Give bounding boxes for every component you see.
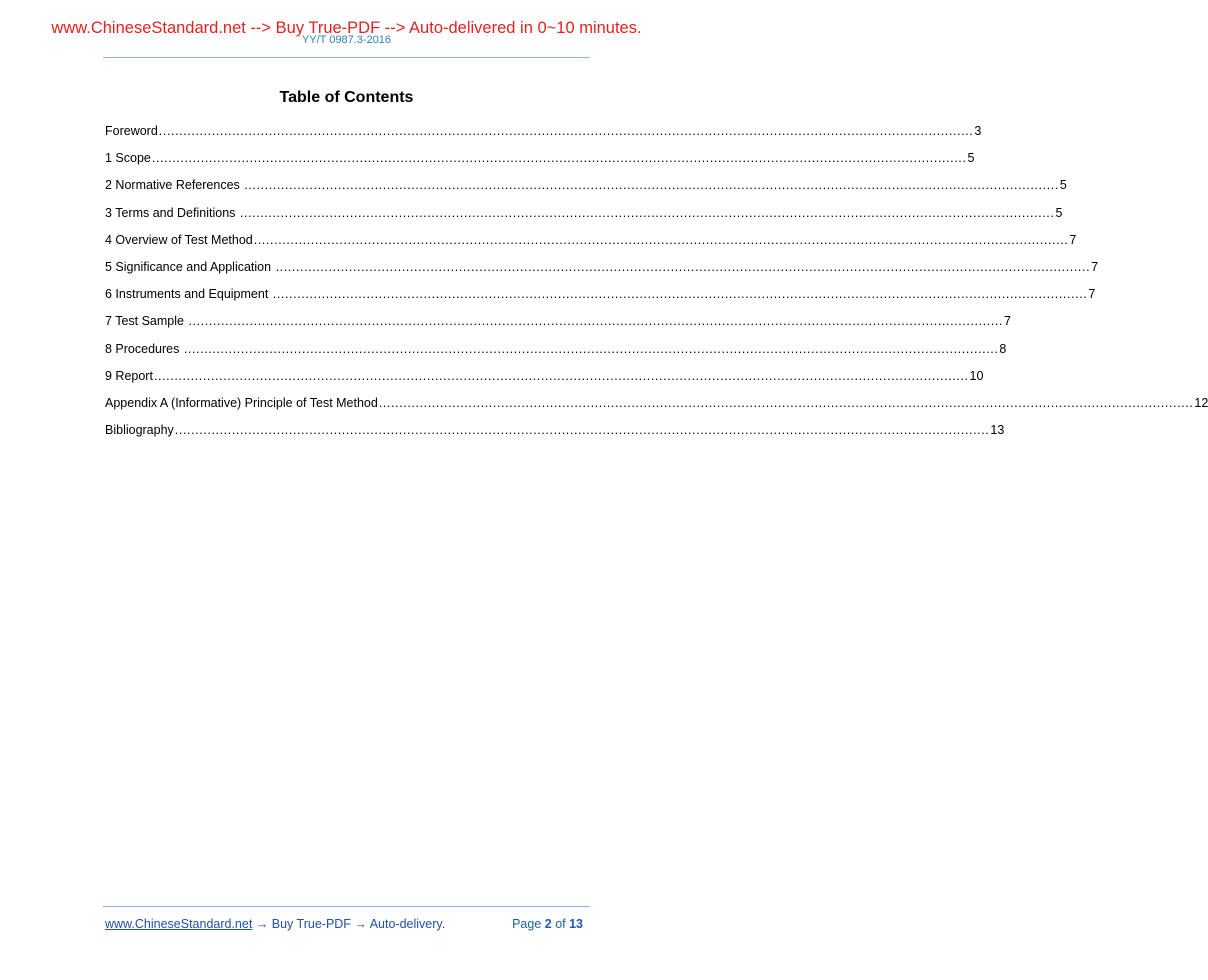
toc-dot-leader: ........................................................................................................................................................................................................ [151, 151, 967, 166]
toc-entry-page: 7 [1088, 287, 1096, 302]
toc-entry-title: Bibliography [105, 423, 174, 438]
toc-entry[interactable] [105, 119, 982, 146]
toc-dot-leader: ........................................................................................................................................................................................................ [153, 368, 969, 383]
page-number [512, 916, 583, 932]
toc-entry-title: 3 Terms and Definitions [105, 205, 239, 220]
toc-entry-title: 7 Test Sample [105, 314, 188, 329]
toc-entry-page: 8 [999, 341, 1007, 356]
toc-entry-title: 5 Significance and Application [105, 259, 275, 274]
watermark-banner: www.ChineseStandard.net --> Buy True-PDF --> Auto-delivered in 0~10 minutes. [51, 19, 642, 37]
toc-entry-title: 6 Instruments and Equipment [105, 287, 272, 302]
page-of-label: of [551, 917, 570, 931]
footer-promo [105, 916, 445, 932]
toc-entry-page: 3 [974, 124, 982, 138]
toc-entry-page: 7 [1069, 232, 1077, 247]
toc-dot-leader: ........................................................................................................................................................................................................ [188, 314, 1004, 329]
footer-tagline: → Buy True-PDF → Auto-delivery. [252, 917, 446, 931]
toc-entry-page: 5 [1059, 178, 1067, 193]
toc-entry-title: 9 Report [105, 368, 153, 383]
toc-entry-page: 5 [1055, 205, 1063, 220]
toc-dot-leader: ........................................................................................................................................................................................................ [158, 124, 974, 138]
toc-entry-page: 13 [990, 423, 1005, 438]
toc-entry[interactable] [105, 228, 1077, 255]
header-divider [103, 57, 590, 58]
toc-entry[interactable] [105, 255, 1099, 282]
toc-entry-title: 8 Procedures [105, 341, 183, 356]
toc-dot-leader: ........................................................................................................................................................................................................ [244, 178, 1059, 193]
toc-dot-leader: ........................................................................................................................................................................................................ [239, 205, 1055, 220]
toc-entry[interactable] [105, 173, 1067, 200]
toc-entry-title: 2 Normative References [105, 178, 244, 193]
page-total: 13 [569, 917, 583, 931]
toc-entry-title: 1 Scope [105, 151, 151, 166]
toc-dot-leader: ........................................................................................................................................................................................................ [378, 395, 1194, 410]
toc-title: Table of Contents [279, 89, 414, 106]
toc-entry[interactable] [105, 201, 1063, 228]
toc-entry[interactable] [105, 391, 1208, 418]
toc-entry-title: 4 Overview of Test Method [105, 232, 253, 247]
toc-entry-page: 10 [969, 368, 984, 383]
toc-entry-page: 7 [1004, 314, 1011, 329]
toc-entry-title: Appendix A (Informative) Principle of Test Method [105, 395, 378, 410]
toc-entry[interactable] [105, 282, 1096, 309]
toc-dot-leader: ........................................................................................................................................................................................................ [272, 287, 1088, 302]
page-current: 2 [544, 917, 552, 931]
page-label: Page [512, 917, 545, 931]
toc-entry-page: 5 [967, 151, 975, 166]
toc-dot-leader: ........................................................................................................................................................................................................ [275, 259, 1091, 274]
toc-entry[interactable] [105, 337, 1007, 364]
document-code: YY/T 0987.3-2016 [301, 34, 392, 46]
toc-dot-leader: ........................................................................................................................................................................................................ [253, 232, 1069, 247]
toc-entry[interactable] [105, 364, 984, 391]
toc-dot-leader: ........................................................................................................................................................................................................ [174, 423, 990, 438]
toc-entry-title: Foreword [105, 124, 158, 138]
toc-list [105, 119, 1208, 445]
toc-entry[interactable] [105, 309, 1011, 336]
toc-entry-page: 12 [1194, 395, 1208, 410]
toc-entry[interactable] [105, 418, 1005, 445]
footer-website-link[interactable]: www.ChineseStandard.net [105, 917, 253, 931]
footer-divider [103, 906, 590, 907]
toc-entry[interactable] [105, 146, 975, 173]
toc-entry-page: 7 [1091, 259, 1099, 274]
toc-dot-leader: ........................................................................................................................................................................................................ [183, 341, 999, 356]
